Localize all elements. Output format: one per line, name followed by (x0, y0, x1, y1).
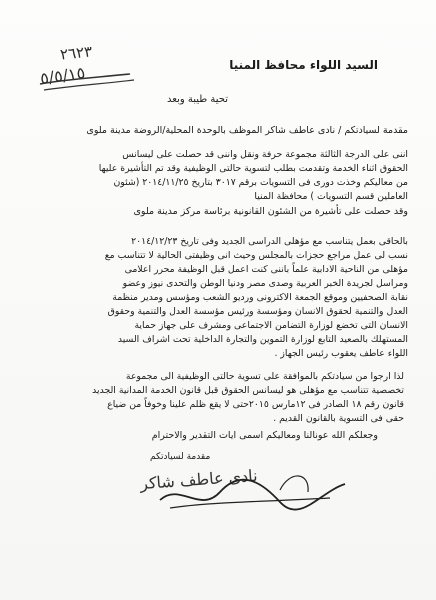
greeting: تحية طيبة وبعد (166, 94, 228, 105)
paragraph-3 (8, 235, 408, 361)
paragraph-3-line: ومراسل لجريدة الخبر العربية وصدى مصر ودنيا الوطن والتحدى نيوز وعضو (122, 278, 408, 289)
paragraph-3-line: اللواء عاطف يعقوب رئيس الجهاز . (274, 348, 408, 359)
paragraph-4-line: تخصصية تتناسب مع مؤهلى هو ليسانس الحقوق قبل قانون الخدمة المدانية الجديد (92, 385, 404, 396)
paragraph-4 (4, 370, 404, 426)
reference-number: ٢٦٢٣ (59, 42, 94, 64)
paragraph-4-line: قانون رقم ١٨ الصادر فى ١٢مارس ٢٠١٥حتى لا يقع ظلم علينا وخوفاً من ضياع (107, 399, 404, 410)
handwritten-scribble-icon (30, 40, 150, 100)
signature-scribble-icon (140, 462, 360, 522)
reference-date: ٥/٥/١٥ (38, 62, 87, 89)
paragraph-1-line: اننى على الدرجة الثالثة مجموعة حرفة ونقل واننى قد حصلت على ليسانس (122, 149, 408, 160)
paragraph-4-line: حقى فى التسوية بالقانون القديم . (273, 413, 404, 424)
signature-name: نادى عاطف شاكر (139, 465, 259, 494)
signature-label: مقدمة لسيادتكم (150, 452, 211, 462)
intro-line: مقدمة لسيادتكم / نادى عاطف شاكر الموظف بالوحدة المحلية/الروضة مدينة ملوى (86, 125, 408, 136)
paragraph-3-line: بالحاقى بعمل يتناسب مع مؤهلى الدراسى الجديد وفى تاريخ ٢٠١٤/١٢/٢٣ (131, 236, 408, 247)
paragraph-1-line: العاملين قسم التسويات ) محافظة المنيا (254, 191, 408, 202)
paragraph-1-line: من معاليكم وخذت دورى فى التسويات برقم ٣٠١٧ بتاريخ ٢٠١٤/١١/٢٥ (شئون (113, 177, 408, 188)
paragraph-3-line: العدل والتنمية لحقوق الانسان ومؤسسة ورئيس مؤسسة العدل والتنمية وحقوق (107, 306, 408, 317)
paragraph-3-line: الانسان التى تخضع لوزارة التضامن الاجتماعى ومشرف على جهاز حماية (134, 320, 408, 331)
addressee-title: السيد اللواء محافظ المنيا (229, 58, 378, 72)
paragraph-3-line: المستهلك بالصعيد التابع لوزارة التموين والتجارة الداخلية تحت اشراف السيد (117, 334, 408, 345)
paragraph-4-line: لذا ارجوا من سيادتكم بالموافقة على تسوية حالتى الوظيفية الى مجموعة (125, 371, 404, 382)
paragraph-3-line: مؤهلى من الناحية الادابية علماً باننى كنت اعمل قبل الوظيفة محرر اعلامى (124, 264, 408, 275)
paragraph-2: وقد حصلت على تأشيرة من الشئون القانونية برئاسة مركز مدينة ملوى (133, 206, 408, 217)
paragraph-3-line: نقابة الصحفيين وموقع الجمعة الاكترونى ورديو الشعب ومؤسس ومدير منظمة (112, 292, 408, 303)
closing-line: وجعلكم الله عونالنا ومعاليكم اسمى ايات التقدير والاحترام (151, 430, 378, 441)
paragraph-1 (8, 148, 408, 204)
paragraph-3-line: نسب لى عمل مراجع حجزات بالمجلس وحيث انى وظيفتى الحالية لا تتناسب مع (104, 250, 408, 261)
paragraph-1-line: الحقوق اثناء الخدمة وتقدمت بطلب لتسوية حالتى الوظيفية وقد تم التأشيرة عليها (98, 163, 408, 174)
